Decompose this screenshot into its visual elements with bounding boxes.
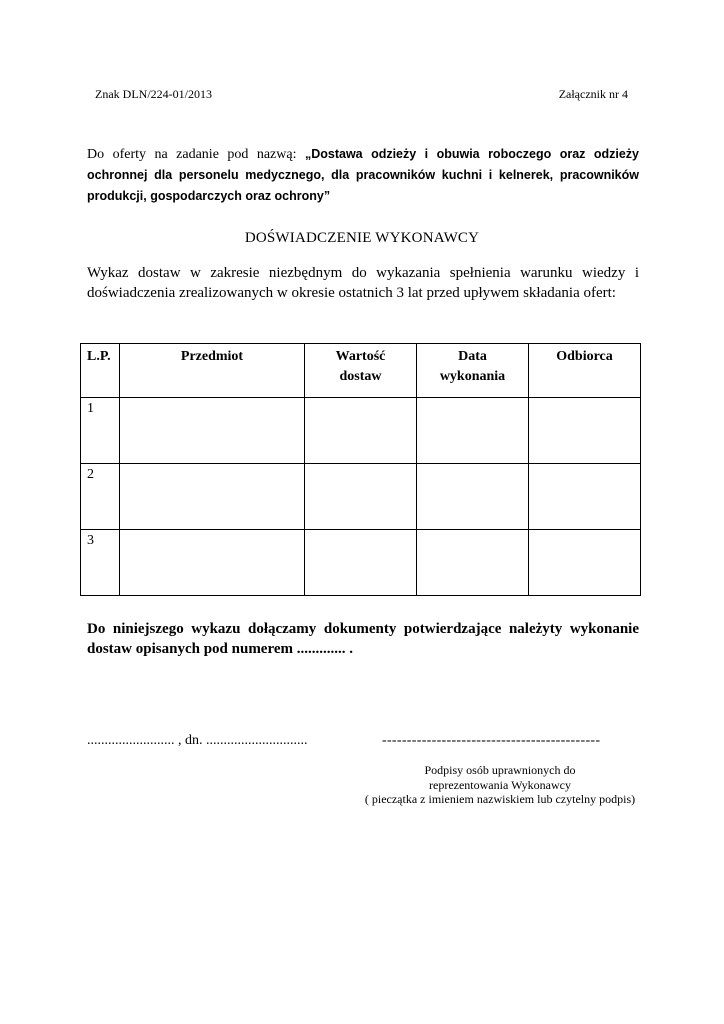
signature-caption-line2: reprezentowania Wykonawcy [429, 777, 571, 792]
cell-date[interactable] [417, 464, 529, 530]
table-row [81, 464, 641, 530]
header-lp: L.P. [81, 344, 120, 398]
table-row [81, 398, 641, 464]
header-recipient: Odbiorca [529, 344, 641, 398]
row-number: 3 [81, 530, 120, 596]
place-date-field[interactable]: ......................... , dn. ............................. [87, 733, 308, 748]
signature-caption-line1: Podpisy osób uprawnionych do [424, 763, 576, 777]
cell-recipient[interactable] [529, 398, 641, 464]
cell-subject[interactable] [120, 530, 305, 596]
tender-title: „Dostawa odzieży i obuwia roboczego oraz odzieży ochronnej dla personelu medycznego, dla pracowników kuchni i kelnerek, pracowników produkcji, gospodarczych oraz ochrony” [87, 147, 640, 203]
cell-date[interactable] [417, 398, 529, 464]
cell-subject[interactable] [120, 464, 305, 530]
header-value-line2: dostaw [339, 369, 382, 384]
cell-value[interactable] [305, 464, 417, 530]
cell-recipient[interactable] [529, 464, 641, 530]
header-subject: Przedmiot [120, 344, 305, 398]
header-value [305, 344, 417, 398]
cell-value[interactable] [305, 530, 417, 596]
cell-value[interactable] [305, 398, 417, 464]
description-paragraph: Wykaz dostaw w zakresie niezbędnym do wykazania spełnienia warunku wiedzy i doświadczenia zrealizowanych w okresie ostatnich 3 lat przed upływem składania ofert: [87, 265, 639, 301]
row-number: 1 [81, 398, 120, 464]
offer-intro-lead: Do oferty na zadanie pod nazwą: [87, 147, 305, 162]
attachments-statement: Do niniejszego wykazu dołączamy dokumenty potwierdzające należyty wykonanie dostaw opisanych pod numerem ............. . [87, 621, 639, 657]
attachment-number: Załącznik nr 4 [558, 87, 628, 101]
row-number: 2 [81, 464, 120, 530]
cell-subject[interactable] [120, 398, 305, 464]
signature-line[interactable]: -------------------------------------------- [382, 733, 601, 748]
header-date-line1: Data [458, 349, 487, 364]
header-value-line1: Wartość [335, 349, 386, 364]
table-header-row [81, 344, 641, 398]
cell-recipient[interactable] [529, 530, 641, 596]
table-row [81, 530, 641, 596]
document-reference: Znak DLN/224-01/2013 [95, 87, 212, 101]
header-date-line2: wykonania [439, 369, 506, 384]
signature-caption-line3: ( pieczątka z imieniem nazwiskiem lub czytelny podpis) [364, 792, 636, 806]
page-title: DOŚWIADCZENIE WYKONAWCY [244, 230, 480, 246]
deliveries-table [80, 343, 641, 596]
cell-date[interactable] [417, 530, 529, 596]
signature-caption [300, 763, 700, 807]
offer-intro [87, 144, 639, 207]
header-date [417, 344, 529, 398]
